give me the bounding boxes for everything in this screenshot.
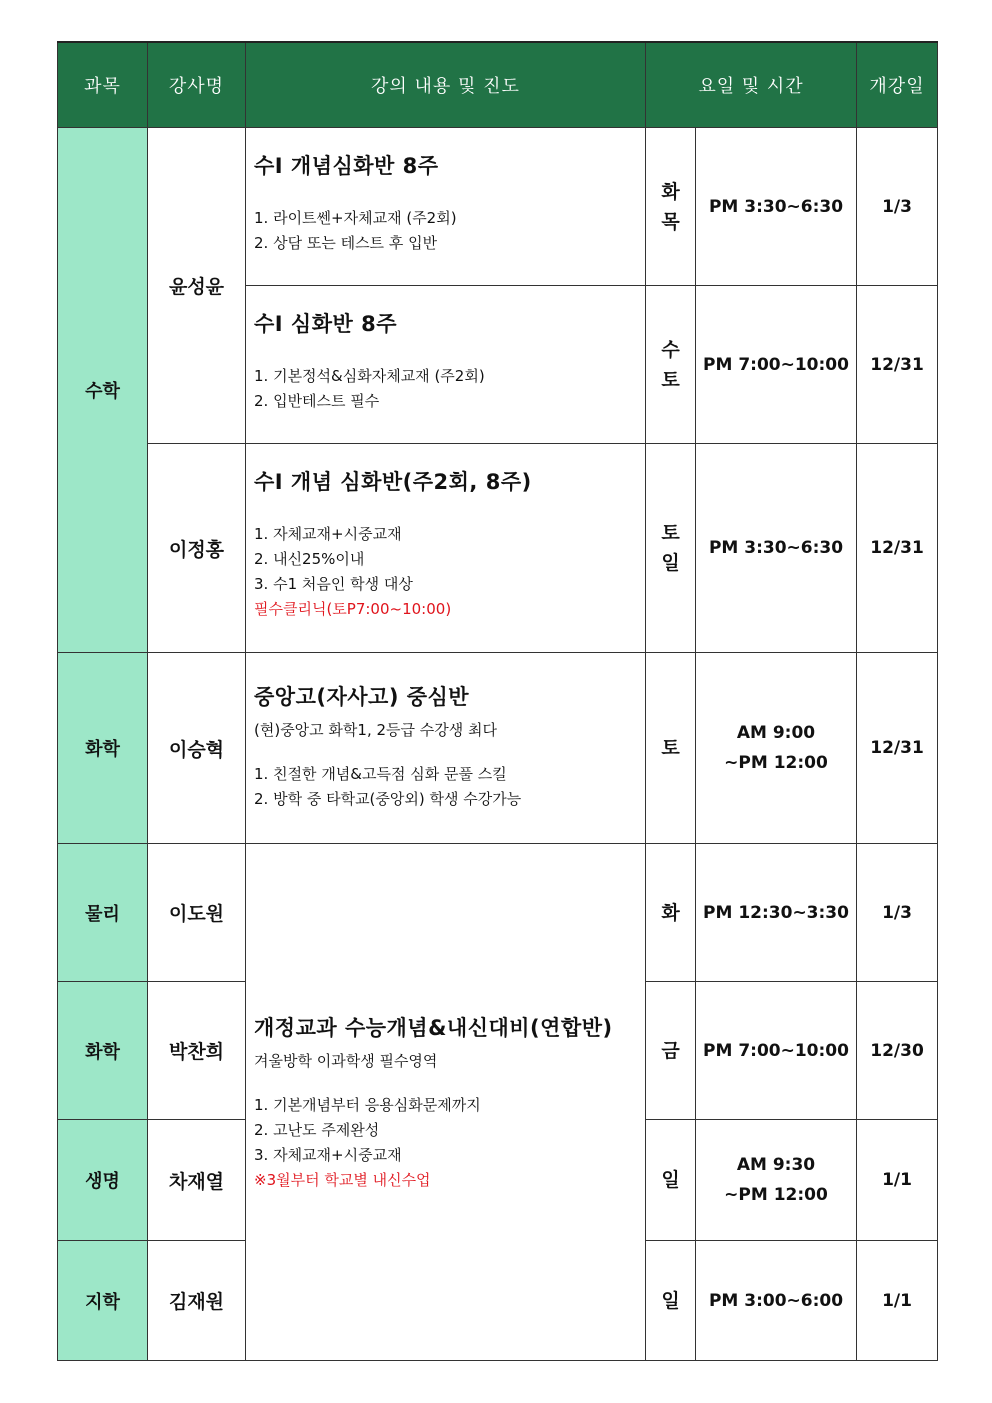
subject-cell: 생명 xyxy=(58,1120,148,1241)
course-title: 중앙고(자사고) 중심반 xyxy=(254,685,470,709)
time-cell: PM 7:00~10:00 xyxy=(696,982,857,1120)
start-date-cell: 1/3 xyxy=(857,844,938,982)
start-date-cell: 1/3 xyxy=(857,128,938,286)
time-cell: PM 7:00~10:00 xyxy=(696,286,857,444)
day-cell xyxy=(646,286,696,444)
day-label: 목 xyxy=(661,210,680,233)
header-content: 강의 내용 및 진도 xyxy=(246,42,646,128)
teacher-cell: 이도원 xyxy=(148,844,246,982)
schedule-table xyxy=(57,41,938,1361)
teacher-cell: 차재열 xyxy=(148,1120,246,1241)
teacher-cell: 윤성윤 xyxy=(148,128,246,444)
course-content xyxy=(246,128,646,286)
subject-cell: 물리 xyxy=(58,844,148,982)
course-line: 1. 친절한 개념&고득점 심화 문풀 스킬 xyxy=(254,765,507,783)
course-line: 1. 기본정석&심화자체교재 (주2회) xyxy=(254,367,485,385)
day-cell: 화 xyxy=(646,844,696,982)
start-date-cell: 12/31 xyxy=(857,653,938,844)
day-cell xyxy=(646,128,696,286)
start-date-cell: 12/30 xyxy=(857,982,938,1120)
teacher-cell: 박찬희 xyxy=(148,982,246,1120)
table-row xyxy=(58,128,938,286)
course-subtitle: (현)중앙고 화학1, 2등급 수강생 최다 xyxy=(254,721,498,739)
time-label: AM 9:00 xyxy=(736,723,816,743)
time-label: ~PM 12:00 xyxy=(724,1185,828,1205)
day-cell: 일 xyxy=(646,1120,696,1241)
subject-cell: 화학 xyxy=(58,653,148,844)
course-title: 수Ⅰ 개념심화반 8주 xyxy=(254,154,439,178)
course-content xyxy=(246,444,646,653)
course-line: 1. 기본개념부터 응용심화문제까지 xyxy=(254,1095,481,1114)
course-content xyxy=(246,653,646,844)
day-cell xyxy=(646,444,696,653)
start-date-cell: 1/1 xyxy=(857,1241,938,1361)
course-line: 2. 고난도 주제완성 xyxy=(254,1120,380,1139)
course-line: 1. 자체교재+시중교재 xyxy=(254,525,402,543)
course-title: 수Ⅰ 개념 심화반(주2회, 8주) xyxy=(254,470,532,494)
course-line: 2. 내신25%이내 xyxy=(254,550,365,568)
subject-cell: 지학 xyxy=(58,1241,148,1361)
time-cell: PM 12:30~3:30 xyxy=(696,844,857,982)
course-line: 1. 라이트쎈+자체교재 (주2회) xyxy=(254,209,457,227)
day-label: 토 xyxy=(661,522,680,544)
time-cell xyxy=(696,1120,857,1241)
course-title: 수Ⅰ 심화반 8주 xyxy=(254,312,397,336)
course-line: 3. 자체교재+시중교재 xyxy=(254,1145,402,1164)
course-line: 2. 상담 또는 테스트 후 입반 xyxy=(254,234,438,252)
header-schedule: 요일 및 시간 xyxy=(646,42,857,128)
table-row xyxy=(58,653,938,844)
header-row xyxy=(58,42,938,128)
time-cell: PM 3:30~6:30 xyxy=(696,128,857,286)
day-label: 화 xyxy=(661,180,680,203)
header-subject: 과목 xyxy=(58,42,148,128)
subject-cell: 수학 xyxy=(58,128,148,653)
course-content xyxy=(246,844,646,1361)
subject-cell: 화학 xyxy=(58,982,148,1120)
day-cell: 일 xyxy=(646,1241,696,1361)
header-start: 개강일 xyxy=(857,42,938,128)
day-cell: 금 xyxy=(646,982,696,1120)
time-label: AM 9:30 xyxy=(736,1155,816,1175)
course-line: 3. 수1 처음인 학생 대상 xyxy=(254,575,413,593)
teacher-cell: 이정홍 xyxy=(148,444,246,653)
teacher-cell: 김재원 xyxy=(148,1241,246,1361)
teacher-cell: 이승혁 xyxy=(148,653,246,844)
time-label: ~PM 12:00 xyxy=(724,753,828,773)
start-date-cell: 12/31 xyxy=(857,444,938,653)
course-line: 2. 입반테스트 필수 xyxy=(254,392,380,410)
course-title: 개정교과 수능개념&내신대비(연합반) xyxy=(254,1015,613,1040)
course-note: 필수클리닉(토P7:00~10:00) xyxy=(254,600,452,618)
day-label: 토 xyxy=(661,368,680,391)
time-cell xyxy=(696,653,857,844)
course-line: 2. 방학 중 타학교(중앙외) 학생 수강가능 xyxy=(254,790,522,808)
day-label: 수 xyxy=(661,338,680,361)
course-subtitle: 겨울방학 이과학생 필수영역 xyxy=(254,1051,438,1070)
time-cell: PM 3:00~6:00 xyxy=(696,1241,857,1361)
time-cell: PM 3:30~6:30 xyxy=(696,444,857,653)
day-label: 일 xyxy=(661,552,680,574)
header-teacher: 강사명 xyxy=(148,42,246,128)
course-content xyxy=(246,286,646,444)
table-row xyxy=(58,444,938,653)
start-date-cell: 1/1 xyxy=(857,1120,938,1241)
table-row xyxy=(58,844,938,982)
course-note: ※3월부터 학교별 내신수업 xyxy=(254,1170,431,1189)
start-date-cell: 12/31 xyxy=(857,286,938,444)
day-cell: 토 xyxy=(646,653,696,844)
